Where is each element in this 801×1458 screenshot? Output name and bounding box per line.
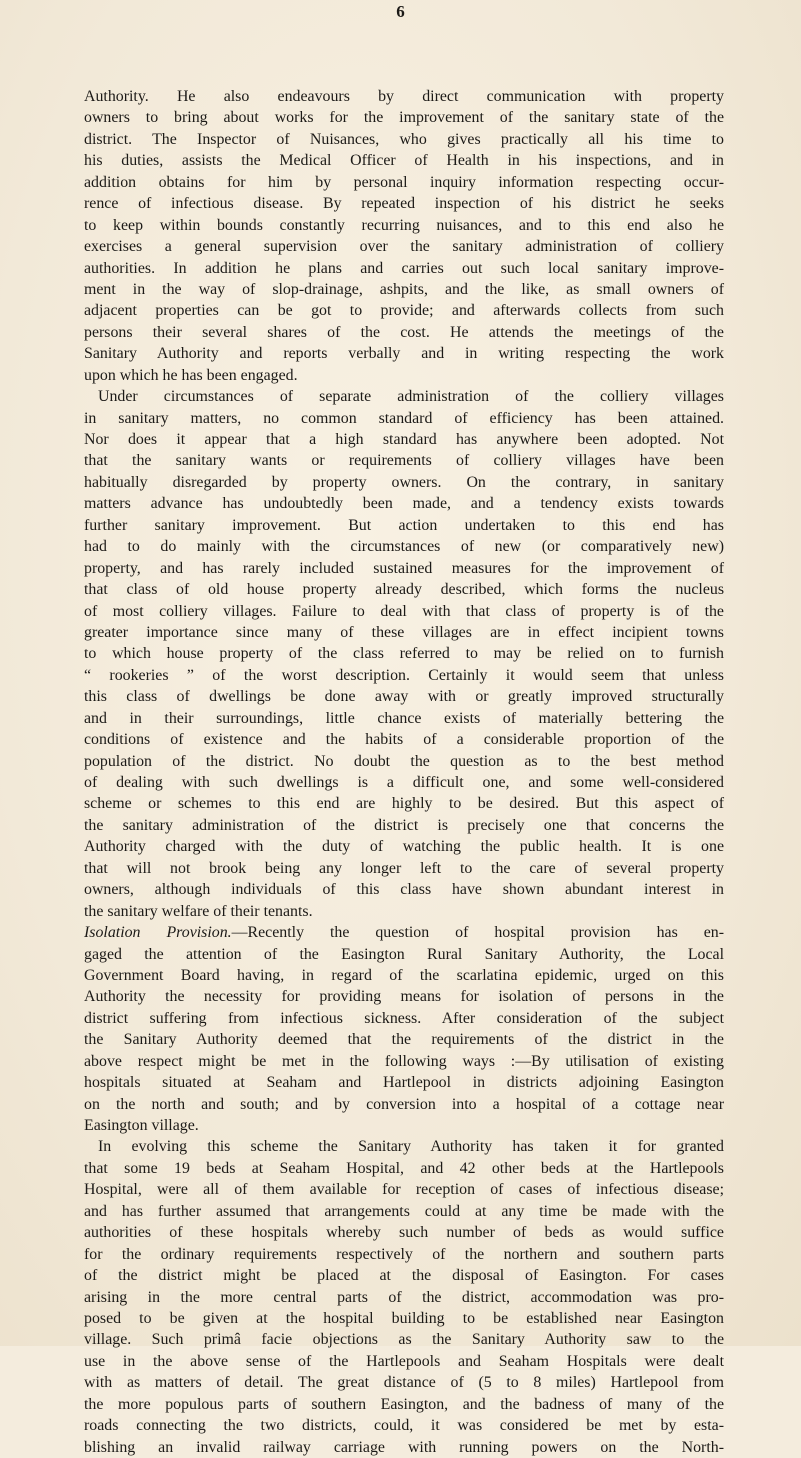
- text-line-content: had to do mainly with the circumstances of new (or comparatively new): [84, 538, 724, 556]
- text-line: [84, 879, 724, 900]
- text-line: [84, 772, 724, 793]
- text-line-content: that some 19 beds at Seaham Hospital, and 42 other beds at the Hartlepools: [84, 1159, 724, 1177]
- text-line-content: Authority charged with the duty of watching the public health. It is one: [84, 838, 724, 856]
- text-line-content: use in the above sense of the Hartlepools and Seaham Hospitals were dealt: [84, 1352, 724, 1370]
- text-line: [84, 965, 724, 986]
- text-line: [84, 1179, 724, 1200]
- text-line-content: Authority. He also endeavours by direct communication with property: [84, 88, 724, 105]
- text-line-content: conditions of existence and the habits of a considerable proportion of the: [84, 731, 724, 749]
- text-line: [84, 1394, 724, 1415]
- text-line-content: posed to be given at the hospital building to be established near Easington: [84, 1309, 724, 1327]
- text-line: [84, 493, 724, 514]
- text-line: [84, 258, 724, 279]
- text-line-content: district. The Inspector of Nuisances, who gives practically all his time to: [84, 130, 724, 148]
- text-line: [84, 322, 724, 343]
- text-line: [84, 922, 724, 943]
- text-line: [84, 1029, 724, 1050]
- text-line-content: of dealing with such dwellings is a difficult one, and some well-considered: [84, 774, 724, 791]
- text-line-content: this class of dwellings be done away with or greatly improved structurally: [84, 688, 724, 706]
- text-line-content: that class of old house property already described, which forms the nucleus: [84, 581, 724, 599]
- text-line-content: to which house property of the class referred to may be relied on to furnish: [84, 645, 724, 663]
- text-line-content: exercises a general supervision over the sanitary administration of colliery: [84, 238, 724, 256]
- text-line: [84, 665, 724, 686]
- text-line: [84, 429, 724, 450]
- text-line: [84, 215, 724, 236]
- text-line-content: gaged the attention of the Easington Rural Sanitary Authority, the Local: [84, 945, 724, 963]
- text-line: [84, 172, 724, 193]
- text-line-content: blishing an invalid railway carriage with running powers on the North-: [84, 1438, 724, 1456]
- text-line-content: further sanitary improvement. But action undertaken to this end has: [84, 516, 724, 534]
- text-line: [84, 986, 724, 1007]
- text-line-content: ment in the way of slop-drainage, ashpits, and the like, as small owners of: [84, 280, 724, 298]
- text-line: [84, 408, 724, 429]
- text-line: [84, 944, 724, 965]
- text-line: [84, 1051, 724, 1072]
- text-line-content: and has further assumed that arrangements could at any time be made with the: [84, 1202, 724, 1220]
- text-line-content: of the district might be placed at the disposal of Easington. For cases: [84, 1267, 724, 1285]
- text-line: [84, 1094, 724, 1115]
- text-line: [84, 729, 724, 750]
- text-line-content: village. Such primâ facie objections as the Sanitary Authority saw to the: [84, 1331, 724, 1349]
- text-line: [84, 472, 724, 493]
- text-line: [84, 279, 724, 300]
- text-line-content: for the ordinary requirements respectively of the northern and southern parts: [84, 1245, 724, 1263]
- text-line-content: authorities of these hospitals whereby such number of beds as would suffice: [84, 1224, 724, 1242]
- text-line: [84, 1437, 724, 1458]
- text-line: [84, 901, 724, 922]
- text-line-content: above respect might be met in the following ways :—By utilisation of existing: [84, 1052, 724, 1070]
- text-line-content: on the north and south; and by conversion into a hospital of a cottage near: [84, 1095, 724, 1113]
- text-line-content: Nor does it appear that a high standard has anywhere been adopted. Not: [84, 431, 724, 448]
- text-line-content: hospitals situated at Seaham and Hartlepool in districts adjoining Easington: [84, 1074, 724, 1092]
- text-line: [84, 86, 724, 107]
- text-line-content: “ rookeries ” of the worst description. Certainly it would seem that unless: [84, 666, 724, 684]
- text-line: [84, 793, 724, 814]
- text-line-content: roads connecting the two districts, could, it was considered be met by esta-: [84, 1417, 724, 1435]
- text-line: [84, 1201, 724, 1222]
- text-line-content: of most colliery villages. Failure to deal with that class of property is of the: [84, 602, 724, 620]
- text-line: [84, 1158, 724, 1179]
- text-line-content: Under circumstances of separate administration of the colliery villages: [98, 388, 724, 406]
- text-line-content: owners to bring about works for the improvement of the sanitary state of the: [84, 109, 724, 127]
- text-line: [84, 579, 724, 600]
- text-line: [84, 1265, 724, 1286]
- text-line-content: the Sanitary Authority deemed that the requirements of the district in the: [84, 1031, 724, 1049]
- text-line-content: In evolving this scheme the Sanitary Authority has taken it for granted: [98, 1138, 724, 1156]
- text-line: [84, 515, 724, 536]
- text-line-content: the sanitary welfare of their tenants.: [84, 902, 313, 920]
- text-line-content: and in their surroundings, little chance exists of materially bettering the: [84, 709, 724, 727]
- text-line: [84, 1329, 724, 1350]
- text-line: [84, 1136, 724, 1157]
- text-line-content: population of the district. No doubt the question as to the best method: [84, 752, 724, 770]
- text-line-content: Easington village.: [84, 1117, 199, 1134]
- text-line: [84, 751, 724, 772]
- text-line-content: owners, although individuals of this class have shown abundant interest in: [84, 881, 724, 899]
- text-line-content: in sanitary matters, no common standard of efficiency has been attained.: [84, 409, 724, 427]
- text-line-content: that the sanitary wants or requirements of colliery villages have been: [84, 452, 724, 470]
- text-line-content: addition obtains for him by personal inquiry information respecting occur-: [84, 173, 724, 191]
- text-line: [84, 1308, 724, 1329]
- text-line: [84, 858, 724, 879]
- text-line: [84, 536, 724, 557]
- text-line-content: that will not brook being any longer left to the care of several property: [84, 859, 724, 877]
- text-line: [84, 643, 724, 664]
- text-line-content: matters advance has undoubtedly been made, and a tendency exists towards: [84, 495, 724, 513]
- text-line: [84, 129, 724, 150]
- text-line-content: adjacent properties can be got to provide; and afterwards collects from such: [84, 302, 724, 320]
- text-line-content: with as matters of detail. The great distance of (5 to 8 miles) Hartlepool from: [84, 1374, 724, 1392]
- text-line: [84, 386, 724, 407]
- text-line: [84, 1222, 724, 1243]
- text-line-content: authorities. In addition he plans and carries out such local sanitary improve-: [84, 259, 724, 277]
- text-line-content: the sanitary administration of the district is precisely one that concerns the: [84, 816, 724, 834]
- text-line: [84, 236, 724, 257]
- text-line: [84, 601, 724, 622]
- text-line-content: district suffering from infectious sickness. After consideration of the subject: [84, 1009, 724, 1027]
- text-line: [84, 1415, 724, 1436]
- text-line-content: —Recently the question of hospital provision has en-: [231, 924, 725, 942]
- text-line-content: the more populous parts of southern Easington, and the badness of many of the: [84, 1395, 724, 1413]
- section-heading: Isolation Provision.: [84, 924, 232, 942]
- text-line: [84, 1244, 724, 1265]
- text-line: [84, 558, 724, 579]
- text-line-content: persons their several shares of the cost. He attends the meetings of the: [84, 323, 724, 341]
- text-line: [84, 343, 724, 364]
- text-line-content: Authority the necessity for providing means for isolation of persons in the: [84, 988, 724, 1006]
- text-line: [84, 365, 724, 386]
- text-line-content: Government Board having, in regard of the scarlatina epidemic, urged on this: [84, 966, 724, 984]
- text-line: [84, 1372, 724, 1393]
- text-line: [84, 1008, 724, 1029]
- text-line: [84, 107, 724, 128]
- body-text: [84, 86, 724, 1458]
- text-line-content: his duties, assists the Medical Officer of Health in his inspections, and in: [84, 152, 724, 170]
- text-line-content: habitually disregarded by property owners. On the contrary, in sanitary: [84, 473, 724, 491]
- text-line: [84, 1287, 724, 1308]
- text-line-content: property, and has rarely included sustained measures for the improvement of: [84, 559, 724, 577]
- text-line-content: arising in the more central parts of the district, accommodation was pro-: [84, 1288, 724, 1306]
- text-line: [84, 815, 724, 836]
- text-line: [84, 686, 724, 707]
- text-line: [84, 300, 724, 321]
- text-line: [84, 836, 724, 857]
- text-line-content: Hospital, were all of them available for reception of cases of infectious disease;: [84, 1181, 724, 1199]
- text-line: [84, 1115, 724, 1136]
- text-line: [84, 622, 724, 643]
- text-line: [84, 1351, 724, 1372]
- text-line: [84, 450, 724, 471]
- text-line-content: to keep within bounds constantly recurring nuisances, and to this end also he: [84, 216, 724, 234]
- text-line: [84, 193, 724, 214]
- text-line-content: greater importance since many of these villages are in effect incipient towns: [84, 623, 724, 641]
- text-line: [84, 1072, 724, 1093]
- text-line-content: scheme or schemes to this end are highly to be desired. But this aspect of: [84, 795, 724, 813]
- text-line-content: Sanitary Authority and reports verbally and in writing respecting the work: [84, 345, 724, 363]
- text-line-content: upon which he has been engaged.: [84, 366, 298, 384]
- text-line: [84, 150, 724, 171]
- page-number: 6: [396, 2, 405, 21]
- text-line: [84, 708, 724, 729]
- text-line-content: rence of infectious disease. By repeated inspection of his district he seeks: [84, 195, 724, 213]
